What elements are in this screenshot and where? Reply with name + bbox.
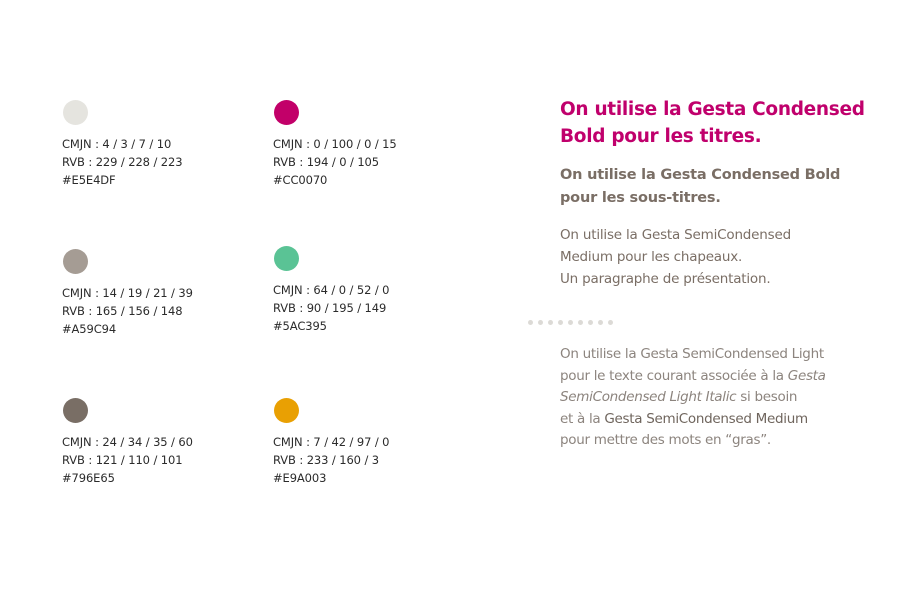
color-dot: [274, 398, 299, 423]
title-line: Bold pour les titres.: [560, 126, 762, 147]
separator-dot: [548, 320, 553, 325]
title-specimen: [560, 96, 880, 150]
body-line: [560, 387, 890, 409]
separator-dot: [588, 320, 593, 325]
body-line: [560, 344, 890, 366]
chapeau-line: On utilise la Gesta SemiCondensed: [560, 227, 791, 243]
body-line: [560, 366, 890, 388]
body-text: pour mettre des mots en “gras”.: [560, 432, 771, 448]
separator-dot: [598, 320, 603, 325]
medium-text: Gesta SemiCondensed Medium: [604, 410, 808, 427]
color-dot: [63, 249, 88, 274]
cmjn-value: CMJN : 0 / 100 / 0 / 15: [273, 137, 397, 151]
swatch-light-grey: [62, 100, 292, 189]
dotted-separator: [528, 320, 613, 325]
rvb-value: RVB : 233 / 160 / 3: [273, 453, 379, 467]
body-text: On utilise la Gesta SemiCondensed Light: [560, 346, 824, 362]
subtitle-line: On utilise la Gesta Condensed Bold: [560, 167, 841, 183]
body-text: pour le texte courant associée à la: [560, 367, 788, 384]
separator-dot: [538, 320, 543, 325]
swatch-orange: [273, 398, 503, 487]
separator-dot: [568, 320, 573, 325]
body-text: si besoin: [736, 389, 798, 405]
separator-dot: [578, 320, 583, 325]
cmjn-value: CMJN : 64 / 0 / 52 / 0: [273, 283, 390, 297]
color-dot: [63, 100, 88, 125]
swatch-warm-grey: [62, 249, 292, 338]
color-dot: [274, 246, 299, 271]
hex-value: #A59C94: [62, 322, 117, 336]
body-text-specimen: [560, 344, 890, 452]
rvb-value: RVB : 194 / 0 / 105: [273, 155, 379, 169]
color-dot: [274, 100, 299, 125]
body-text: et à la: [560, 410, 605, 427]
cmjn-value: CMJN : 14 / 19 / 21 / 39: [62, 286, 193, 300]
hex-value: #CC0070: [273, 173, 328, 187]
body-line: [560, 409, 890, 431]
subtitle-line: pour les sous-titres.: [560, 190, 721, 206]
cmjn-value: CMJN : 24 / 34 / 35 / 60: [62, 435, 193, 449]
chapeau-line: Un paragraphe de présentation.: [560, 271, 771, 287]
swatch-magenta: [273, 100, 503, 189]
color-dot: [63, 398, 88, 423]
typography-specimen: [560, 96, 880, 290]
rvb-value: RVB : 90 / 195 / 149: [273, 301, 387, 315]
rvb-value: RVB : 165 / 156 / 148: [62, 304, 183, 318]
body-line: [560, 430, 890, 452]
rvb-value: RVB : 121 / 110 / 101: [62, 453, 183, 467]
chapeau-specimen: [560, 224, 880, 290]
title-line: On utilise la Gesta Condensed: [560, 99, 865, 120]
subtitle-specimen: [560, 164, 880, 210]
italic-text: SemiCondensed Light Italic: [560, 389, 737, 405]
chapeau-line: Medium pour les chapeaux.: [560, 249, 743, 265]
swatch-green: [273, 246, 503, 335]
hex-value: #E5E4DF: [62, 173, 116, 187]
cmjn-value: CMJN : 7 / 42 / 97 / 0: [273, 435, 390, 449]
separator-dot: [608, 320, 613, 325]
italic-text: Gesta: [787, 367, 826, 384]
separator-dot: [558, 320, 563, 325]
rvb-value: RVB : 229 / 228 / 223: [62, 155, 183, 169]
cmjn-value: CMJN : 4 / 3 / 7 / 10: [62, 137, 172, 151]
hex-value: #796E65: [62, 471, 115, 485]
separator-dot: [528, 320, 533, 325]
swatch-dark-brown: [62, 398, 292, 487]
hex-value: #5AC395: [273, 319, 327, 333]
hex-value: #E9A003: [273, 471, 327, 485]
